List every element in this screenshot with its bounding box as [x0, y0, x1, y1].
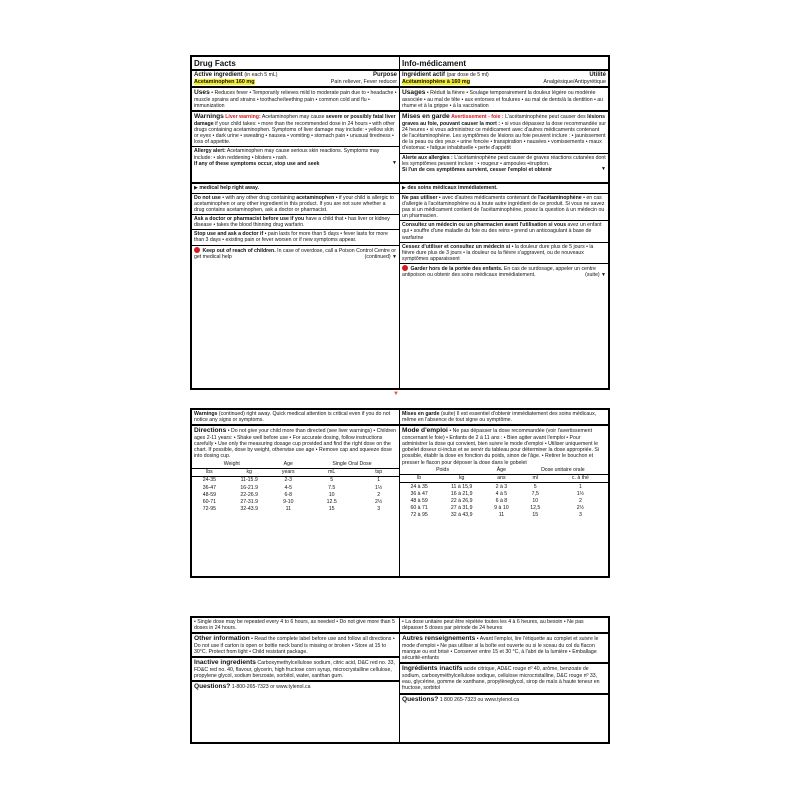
stop-use-label-fr: Cessez d'utiliser et consultez un médecin si: [402, 243, 511, 250]
french-column-bottom: [400, 618, 608, 742]
keep-out-label-fr: Garder hors de la portée des enfants.: [410, 266, 503, 273]
table-unit-row: [192, 468, 399, 476]
warnings-continued-tag: (continued): [218, 411, 245, 417]
table-row: [192, 506, 399, 513]
uses-label: Uses: [194, 89, 210, 97]
liver-warning-bold-fr: lésions graves au foie, pouvant causer la mort :: [402, 114, 606, 127]
uses-section-fr: [400, 86, 608, 110]
allergy-bold-fr: Si l'un de ces symptômes survient, cesser l'emploi et obtenir: [402, 166, 553, 173]
active-ingredient-unit: (in each 5 mL): [244, 72, 278, 78]
table-cell: 24 à 35: [410, 483, 428, 490]
liver-warning-label-fr: Avertissement - foie :: [451, 114, 504, 121]
table-cell: 16-21.9: [240, 484, 258, 491]
other-info-text: • Read the complete label before use and follow all directions • Do not use if carton is open or bottle neck band is missing or broken • Store at 15 to 30°C. Protect from light • Child resistant package.: [194, 636, 395, 656]
purpose-value-fr: Analgésique/Antipyrétique: [543, 79, 606, 86]
table-cell: 22 à 26,9: [450, 497, 473, 504]
table-cell: 22-26.9: [240, 491, 258, 498]
unit-tsp: tsp: [358, 468, 399, 476]
stop-use-text: • pain lasts for more than 5 days • fever lasts for more than 3 days • existing pain or fever worsen or if new symptoms appear.: [194, 231, 388, 244]
warnings-continued-section-fr: [400, 410, 608, 424]
questions-text-fr: 1 800 265-7323 ou www.tylenol.ca: [439, 696, 520, 703]
drug-facts-panel-middle: [190, 408, 610, 578]
ask-doctor-label: Ask a doctor or pharmacist before use if you: [194, 216, 305, 223]
table-cell: 27 à 31,9: [450, 505, 473, 512]
keep-out-text-fr: En cas de surdosage, appeler un centre antipoison ou obtenir des soins médicaux immédiatement.: [402, 266, 596, 279]
allergy-text-fr: L'acétaminophène peut causer de graves réactions cutanées dont les symptômes peuvent inclure : • rougeur • ampoules •éruption.: [402, 154, 606, 167]
english-column: [192, 57, 400, 388]
keep-out-section: [192, 245, 399, 261]
do-not-use-section-fr: [400, 193, 608, 221]
questions-section: [192, 680, 399, 692]
table-header-row: [192, 461, 399, 469]
table-cell: 60 à 71: [410, 505, 428, 512]
directions-label-fr: Mode d'emploi: [402, 427, 448, 435]
drug-facts-title: Drug Facts: [194, 59, 236, 68]
table-cell: 11-15.9: [240, 477, 258, 484]
table-cell: 16 à 21,9: [450, 490, 473, 497]
liver-warning-text-fr: • si vous dépassez la dose recommandée sur 24 heures • si vous administrez ce médicament avec d'autres médicaments contenant de l'acétaminophène. Les symptômes de lésions au foie peuvent inclure : • jaunissement de la peau ou des yeux • urine foncée • transpiration • nausées • vomissements • maux d'estomac • fatigue inhabituelle • perte d'appétit: [402, 120, 606, 152]
active-ingredient-unit-fr: (par dose de 5 ml): [446, 72, 489, 78]
table-cell: 2: [377, 491, 381, 498]
ingredient-highlight: Acetaminophen 160 mg: [194, 79, 255, 86]
play-triangle-icon: ▶: [402, 184, 406, 191]
age-header: Age: [272, 461, 305, 469]
table-cell: 2½: [375, 499, 383, 506]
do-not-use-bold-fr: l'acétaminophène: [538, 194, 582, 201]
inactive-ingredients-section: [192, 656, 399, 680]
keep-out-label: Keep out of reach of children.: [202, 247, 276, 254]
directions-section: [192, 424, 399, 460]
table-row: [400, 505, 608, 512]
uses-text: • Reduces fever • Temporarily relieves mild to moderate pain due to • headache • muscle sprains and strains • toothache/teething pain • common cold and flu • immunization: [194, 90, 397, 110]
table-header-row: [400, 467, 608, 475]
unit-tsp-fr: c. à thé: [553, 474, 608, 482]
medical-help-section: [192, 182, 399, 193]
table-row: [192, 484, 399, 491]
other-info-section-fr: [400, 632, 608, 662]
medical-help-section-fr: [400, 182, 608, 193]
inactive-ingredients-text-fr: acide citrique, AD&C rouge nº 40, arôme, benzoate de sodium, carboxyméthylcellulose sodique, cellulose microcristalline, D&C rouge nº 33, eau, glycérine, gomme de xanthane, propylèneglycol, sirop de maïs à haute teneur en fructose, sorbitol: [402, 666, 600, 692]
table-cell: 7,5: [531, 490, 539, 497]
warnings-continued-tag-fr: (suite): [440, 411, 456, 417]
unit-kg-fr: kg: [438, 474, 485, 482]
repeat-dose-text: • Single dose may be repeated every 4 to 6 hours, as needed • Do not give more than 5 doses in 24 hours.: [194, 619, 395, 632]
age-header-fr: Âge: [485, 467, 518, 475]
dose-header-fr: Dose unitaire orale: [518, 467, 608, 475]
drug-facts-panel-bottom: [190, 616, 610, 744]
table-cell: 9 à 10: [494, 505, 509, 512]
table-cell: 1½: [576, 490, 584, 497]
purpose-label-fr: Utilité: [589, 72, 606, 78]
table-cell: 2 à 3: [495, 483, 508, 490]
table-cell: 3: [578, 512, 582, 519]
english-column-bottom: [192, 618, 400, 742]
questions-section-fr: [400, 693, 608, 705]
other-info-text-fr: • Avant l'emploi, lire l'étiquette au complet et suivre le mode d'emploi • Ne pas utiliser si la boîte est ouverte ou si le sceau du col du flacon manque ou est brisé • Conserver entre 15 et 30 °C, à l'abri de la lumière • Emballage sécurité-enfants: [402, 636, 599, 662]
active-ingredient-label: Active ingredient: [194, 72, 243, 78]
table-cell: 15: [328, 506, 335, 513]
do-not-use-intro-fr: • avec d'autres médicaments contenant de: [438, 194, 537, 201]
table-unit-row: [400, 474, 608, 482]
table-cell: 32-43.9: [240, 506, 258, 513]
table-cell: 9-10: [283, 499, 294, 506]
table-row: [400, 497, 608, 504]
other-info-section: [192, 632, 399, 656]
weight-header-fr: Poids: [400, 467, 485, 475]
ask-doctor-section-fr: [400, 220, 608, 241]
inactive-ingredients-text: Carboxymethylcellulose sodium, citric acid, D&C red no. 33, FD&C red no. 40, flavour, glycerin, high fructose corn syrup, microcrystalline cellulose, propylene glycol, sodium benzoate, sorbitol, water, xanthan gum.: [194, 660, 395, 680]
table-cell: 11: [498, 512, 505, 519]
table-cell: 2: [578, 497, 582, 504]
warnings-continued-label: Warnings: [194, 411, 218, 417]
table-cell: 24-35: [202, 477, 217, 484]
dosing-table-fr: [400, 467, 608, 519]
allergy-text: Acetaminophen may cause serious skin reactions. Symptoms may include: • skin reddening • blisters • rash.: [194, 148, 380, 161]
table-cell: 48 à 59: [410, 497, 428, 504]
ask-doctor-text-fr: avez un enfant qui • souffre d'une maladie du foie ou des reins • prend un anticoagulant à base de warfarine: [402, 222, 602, 241]
liver-warning-text: if your child takes: • more than the recommended dose in 24 hours • with other drugs containing acetaminophen. Symptoms of liver damage may include: • yellow skin or eyes • dark urine • sweating • nausea • vomiting • stomach pain • unusual tiredness • loss of appetite.: [194, 120, 395, 146]
warnings-label-fr: Mises en garde: [402, 113, 450, 121]
unit-years: years: [272, 468, 305, 476]
inactive-ingredients-label: Inactive ingredients: [194, 659, 256, 667]
table-cell: 4-5: [284, 484, 293, 491]
do-not-use-label: Do not use: [194, 194, 221, 201]
ask-doctor-text: have a child that • has liver or kidney disease • takes the blood thinning drug warfarin.: [194, 216, 390, 229]
drug-facts-panel-top: [190, 55, 610, 390]
other-info-label-fr: Autres renseignements: [402, 635, 476, 643]
directions-text-fr: • Ne pas dépasser la dose recommandée (voir l'avertissement concernant le foie) • Enfants de 2 à 11 ans : • Bien agiter avant l'emploi • Pour administrer la dose qui convient, bien suivre le mode d'emploi • Utiliser uniquement le gobelet doseur ci-inclus et se servir du tableau pour déterminer la dose appropriée. Si possible, établir la dose en fonction du poids, sinon de l'âge. • Retirer le bouchon et presser le flacon pour déposer la dose dans le gobelet: [402, 428, 599, 466]
table-cell: 3: [377, 506, 381, 513]
table-cell: 2-3: [284, 477, 293, 484]
do-not-use-label-fr: Ne pas utiliser: [402, 194, 438, 201]
ingredient-row-fr: [400, 79, 608, 86]
table-cell: 5: [330, 477, 334, 484]
unit-ml: mL: [305, 468, 358, 476]
table-cell: 12.5: [326, 499, 337, 506]
uses-label-fr: Usages: [402, 89, 426, 97]
active-ingredient-header-fr: [400, 69, 608, 79]
info-medicament-title: Info-médicament: [402, 59, 467, 68]
table-cell: 11: [285, 506, 291, 513]
purpose-value: Pain reliever, Fever reducer: [330, 79, 397, 86]
continued-label-fr: (suite): [585, 272, 600, 279]
continue-triangle-icon: ▼: [392, 159, 397, 166]
allergy-bold: If any of these symptoms occur, stop use and seek: [194, 160, 320, 167]
allergy-section-fr: [400, 153, 608, 182]
inactive-ingredients-section-fr: [400, 662, 608, 692]
table-cell: 12,5: [530, 505, 541, 512]
inactive-ingredients-label-fr: Ingrédients inactifs: [402, 665, 463, 673]
table-cell: 15: [532, 512, 539, 519]
table-cell: 32 à 43,9: [450, 512, 473, 519]
unit-lb-fr: lb: [400, 474, 438, 482]
table-row: [192, 491, 399, 498]
directions-label: Directions: [194, 427, 227, 435]
do-not-use-intro: • with any other drug containing: [222, 194, 295, 201]
medical-help-text: medical help right away.: [199, 184, 259, 191]
table-cell: 1: [578, 483, 582, 490]
table-cell: 1: [377, 477, 381, 484]
repeat-dose-section-fr: [400, 618, 608, 632]
table-cell: 72 à 95: [410, 512, 428, 519]
table-cell: 60-71: [202, 499, 217, 506]
repeat-dose-text-fr: • La dose unitaire peut être répétée toutes les 4 à 6 heures, au besoin • Ne pas dépasser 5 doses par période de 24 heures: [402, 619, 584, 632]
stop-use-text-fr: • la douleur dure plus de 5 jours • la fièvre dure plus de 3 jours • la douleur ou la fièvre s'aggravent, ou de nouveaux symptômes apparaissent: [402, 243, 594, 262]
allergy-label: Allergy alert:: [194, 148, 226, 155]
active-ingredient-header: [192, 69, 399, 79]
questions-label-fr: Questions?: [402, 695, 439, 703]
ingredient-highlight-fr: Acétaminophène à 160 mg: [402, 79, 471, 86]
continue-triangle-icon: ▼: [601, 272, 606, 279]
liver-warning-intro-fr: L'acétaminophène peut causer des: [505, 114, 586, 121]
continue-triangle-icon: ▼: [392, 253, 397, 260]
continue-triangle-icon: ▼: [601, 166, 606, 173]
table-row: [400, 512, 608, 519]
warnings-continued-text-fr: Il est essentiel d'obtenir immédiatement des soins médicaux, même en l'absence de tout signe ou symptôme.: [402, 411, 597, 424]
uses-text-fr: • Réduit la fièvre • Soulage temporairement la douleur légère ou modérée associée • au mal de tête • aux entorses et foulures • au mal de dents/à la dentition • au rhume et à la grippe • à la vaccination: [402, 90, 604, 110]
table-row: [192, 476, 399, 484]
keep-out-section-fr: [400, 263, 608, 279]
unit-kg: kg: [227, 468, 272, 476]
table-cell: 4 à 5: [495, 490, 508, 497]
liver-warning-bold: severe or possibly fatal liver damage: [194, 114, 396, 127]
stop-use-section: [192, 229, 399, 244]
warnings-continued-label-fr: Mises en garde: [402, 411, 440, 417]
weight-header: Weight: [192, 461, 272, 469]
warning-dot-icon: [402, 265, 408, 271]
table-cell: 2½: [576, 505, 584, 512]
unit-ml-fr: ml: [518, 474, 553, 482]
table-cell: 10: [532, 497, 539, 504]
table-cell: 1½: [375, 484, 383, 491]
purpose-label: Purpose: [372, 72, 397, 78]
liver-warning-label: Liver warning:: [225, 114, 261, 121]
do-not-use-text: • if your child is allergic to acetaminophen or any other ingredient in this product. If you are not sure whether a drug contains acetaminophen, ask a doctor or pharmacist.: [194, 194, 395, 213]
questions-text: 1-800-265-7323 or www.tylenol.ca: [231, 684, 311, 691]
ask-doctor-section: [192, 214, 399, 229]
warnings-continued-section: [192, 410, 399, 424]
stop-use-section-fr: [400, 242, 608, 263]
table-cell: 27-31.9: [240, 499, 258, 506]
other-info-label: Other information: [194, 635, 250, 643]
ingredient-row: [192, 79, 399, 86]
liver-warning-intro: Acetaminophen may cause: [261, 114, 325, 121]
play-triangle-icon: ▶: [194, 184, 198, 191]
do-not-use-text-fr: • en cas d'allergie à l'acétaminophène ou à toute autre ingrédient de ce produit. Si vous ne savez pas si un médicament contient de l'acétaminophène, posez la question à un médecin ou un pharmacien.: [402, 194, 605, 220]
stop-use-label: Stop use and ask a doctor if: [194, 231, 264, 238]
table-cell: 36 à 47: [410, 490, 428, 497]
keep-out-text: In case of overdose, call a Poison Control Centre or get medical help: [194, 247, 396, 260]
table-cell: 72-95: [202, 506, 217, 513]
table-row: [400, 483, 608, 491]
table-cell: 5: [533, 483, 537, 490]
repeat-dose-section: [192, 618, 399, 632]
continued-label: (continued): [364, 253, 391, 260]
unit-ans-fr: ans: [485, 474, 518, 482]
french-column-middle: [400, 410, 608, 576]
medical-help-text-fr: des soins médicaux immédiatement.: [407, 184, 498, 191]
directions-text: • Do not give your child more than directed (see liver warnings) • Children ages 2-11 years: • Shake well before use • For accurate dosing, follow instructions carefully • Use only the measuring dosage cup provided and find the right dose on the chart. If possible, dose by weight, otherwise use age • Remove cap and squeeze dose into dosing cup.: [194, 428, 396, 460]
english-column-middle: [192, 410, 400, 576]
active-ingredient-label-fr: Ingrédient actif: [402, 72, 446, 78]
allergy-section: [192, 146, 399, 181]
dose-header: Single Oral Dose: [305, 461, 399, 469]
do-not-use-bold: acetaminophen: [296, 194, 335, 201]
french-column: [400, 57, 608, 388]
directions-section-fr: [400, 424, 608, 466]
table-cell: 11 à 15,9: [451, 483, 473, 490]
uses-section: [192, 86, 399, 110]
table-cell: 6 à 8: [495, 497, 508, 504]
allergy-label-fr: Alerte aux allergies :: [402, 154, 453, 161]
table-cell: 10: [328, 491, 335, 498]
table-row: [400, 490, 608, 497]
table-cell: 48-59: [202, 491, 217, 498]
unit-lbs: lbs: [192, 468, 227, 476]
table-row: [192, 498, 399, 505]
dosing-table: [192, 461, 399, 513]
warning-dot-icon: [194, 247, 200, 253]
warnings-label: Warnings: [194, 113, 224, 121]
warnings-section-fr: [400, 110, 608, 152]
do-not-use-section: [192, 193, 399, 214]
warnings-continued-text: right away. Quick medical attention is critical even if you do not notice any signs or symptoms.: [194, 411, 391, 424]
table-cell: 7.5: [328, 484, 336, 491]
ask-doctor-label-fr: Consultez un médecin ou un pharmacien avant l'utilisation si vous: [402, 222, 567, 229]
fold-arrow-icon: ▼: [393, 391, 399, 397]
table-cell: 36-47: [202, 484, 217, 491]
warnings-section: [192, 110, 399, 146]
questions-label: Questions?: [194, 683, 231, 691]
table-cell: 6-8: [284, 491, 293, 498]
